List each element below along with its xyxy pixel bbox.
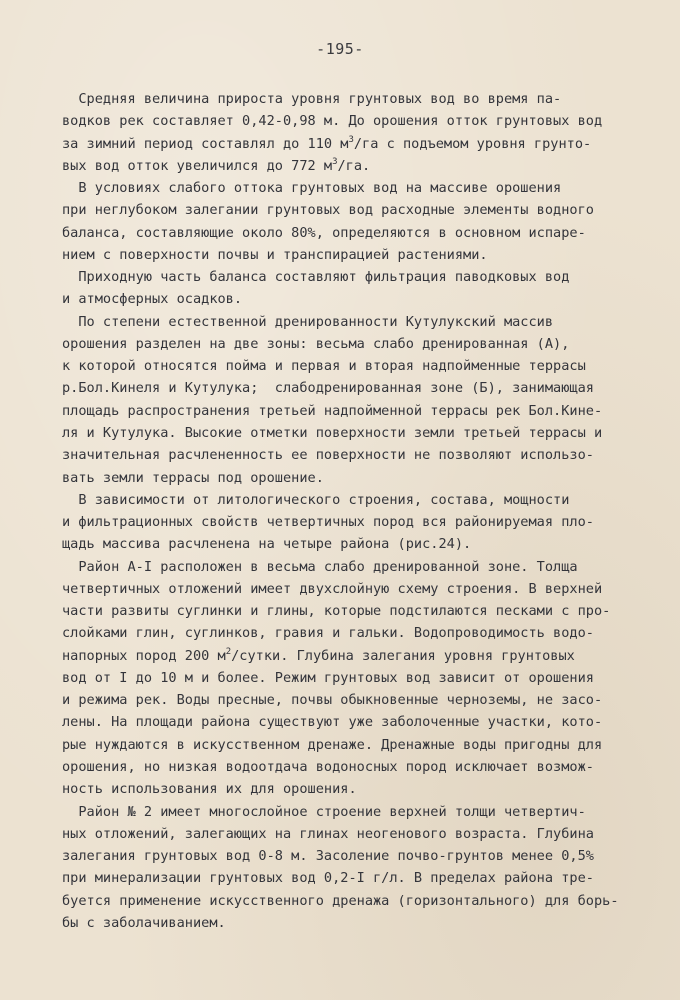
text-line-main: щадь массива расчленена на четыре района (рис.24). — [62, 536, 472, 553]
text-line — [62, 422, 642, 444]
text-line-rest: /сутки. Глубина залегания уровня грунтовых — [231, 647, 575, 664]
text-line — [62, 622, 642, 644]
text-line-main: нием с поверхности почвы и транспирацией растениями. — [62, 246, 488, 263]
superscript: 3 — [332, 156, 338, 167]
text-line-main: при неглубоком залегании грунтовых вод расходные элементы водного — [62, 202, 594, 219]
text-line-main: В зависимости от литологического строения, состава, мощности — [62, 491, 570, 508]
text-line — [62, 288, 642, 310]
text-line — [62, 801, 642, 823]
text-line — [62, 556, 642, 578]
text-line-main: напорных пород 200 м — [62, 647, 226, 664]
text-line-main: площадь распространения третьей надпойменной террасы рек Бол.Кине- — [62, 402, 603, 419]
text-line — [62, 533, 642, 555]
text-line-main: Средняя величина прироста уровня грунтовых вод во время па- — [62, 91, 562, 107]
body-text — [62, 88, 642, 934]
text-line — [62, 377, 642, 399]
superscript: 2 — [225, 646, 232, 657]
text-line — [62, 133, 642, 155]
text-line — [62, 444, 642, 466]
text-line — [62, 890, 642, 912]
text-line-main: вод от I до 10 м и более. Режим грунтовых вод зависит от орошения — [62, 669, 594, 686]
text-line — [62, 333, 642, 355]
text-line — [62, 600, 642, 622]
text-line — [62, 912, 642, 934]
text-line — [62, 645, 642, 667]
text-line-main: Район № 2 имеет многослойное строение верхней толщи четвертич- — [62, 803, 586, 820]
text-line — [62, 689, 642, 711]
text-line — [62, 311, 642, 333]
text-line-main: водков рек составляет 0,42-0,98 м. До орошения отток грунтовых вод — [62, 113, 603, 130]
text-line-main: вать земли террасы под орошение. — [62, 469, 324, 486]
text-line-main: рые нуждаются в искусственном дренаже. Дренажные воды пригодны для — [62, 736, 603, 753]
text-line — [62, 400, 642, 422]
text-line-main: орошения, но низкая водоотдача водоносных пород исключает возмож- — [62, 758, 594, 775]
text-line-main: буется применение искусственного дренажа (горизонтального) для борь- — [62, 892, 619, 909]
text-line — [62, 177, 642, 199]
text-line — [62, 489, 642, 511]
text-line-main: залегания грунтовых вод 0-8 м. Засоление почво-грунтов менее 0,5% — [62, 848, 594, 865]
text-line — [62, 667, 642, 689]
text-line-main: к которой относятся пойма и первая и вторая надпойменные террасы — [62, 358, 586, 375]
text-line-main: и атмосферных осадков. — [62, 291, 243, 308]
text-line — [62, 511, 642, 533]
text-line-main: за зимний период составлял до 110 м — [62, 135, 349, 152]
text-line — [62, 155, 642, 177]
text-line-main: бы с заболачиванием. — [62, 914, 226, 931]
text-line — [62, 756, 642, 778]
text-line-main: Район А-I расположен в весьма слабо дренированной зоне. Толща — [62, 558, 578, 575]
text-line — [62, 734, 642, 756]
text-line-main: значительная расчлененность ее поверхности не позволяют использо- — [62, 447, 594, 464]
text-line-main: р.Бол.Кинеля и Кутулука; слабодренированная зоне (Б), занимающая — [62, 380, 594, 397]
superscript: 3 — [348, 134, 354, 145]
text-line-main: ля и Кутулука. Высокие отметки поверхности земли третьей террасы и — [62, 424, 603, 441]
text-line-main: слойками глин, суглинков, гравия и гальки. Водопроводимость водо- — [62, 625, 594, 642]
text-line — [62, 199, 642, 221]
text-line-main: вых вод отток увеличился до 772 м — [62, 157, 333, 174]
text-line — [62, 467, 642, 489]
text-line-main: Приходную часть баланса составляют фильтрация паводковых вод — [62, 269, 570, 286]
text-line-main: лены. На площади района существуют уже заболоченные участки, кото- — [62, 714, 603, 731]
text-line-main: и режима рек. Воды пресные, почвы обыкновенные черноземы, не засо- — [62, 692, 603, 709]
text-line-main: орошения разделен на две зоны: весьма слабо дренированная (А), — [62, 335, 570, 352]
text-line — [62, 867, 642, 889]
text-line-main: четвертичных отложений имеет двухслойную схему строения. В верхней — [62, 580, 603, 597]
text-line-main: баланса, составляющие около 80%, определяются в основном испаре- — [62, 224, 586, 241]
text-line-main: В условиях слабого оттока грунтовых вод на массиве орошения — [62, 180, 562, 197]
text-line — [62, 355, 642, 377]
text-line-main: По степени естественной дренированности Кутулукский массив — [62, 313, 554, 330]
text-line-main: и фильтрационных свойств четвертичных пород вся районируемая пло- — [62, 514, 594, 531]
text-line-main: части развиты суглинки и глины, которые подстилаются песками с про- — [62, 603, 611, 620]
text-line — [62, 110, 642, 132]
text-line — [62, 244, 642, 266]
text-line — [62, 845, 642, 867]
text-line-rest: /га. — [337, 157, 371, 174]
text-line — [62, 266, 642, 288]
text-line — [62, 578, 642, 600]
text-line — [62, 778, 642, 800]
text-line-main: при минерализации грунтовых вод 0,2-I г/л. В пределах района тре- — [62, 870, 594, 887]
text-line-rest: /га с подъемом уровня грунто- — [353, 135, 592, 152]
text-line-main: ность использования их для орошения. — [62, 781, 357, 798]
text-line — [62, 88, 642, 110]
text-line — [62, 823, 642, 845]
text-line — [62, 711, 642, 733]
page-number: -195- — [316, 40, 364, 58]
text-line-main: ных отложений, залегающих на глинах неогенового возраста. Глубина — [62, 825, 594, 842]
text-line — [62, 222, 642, 244]
